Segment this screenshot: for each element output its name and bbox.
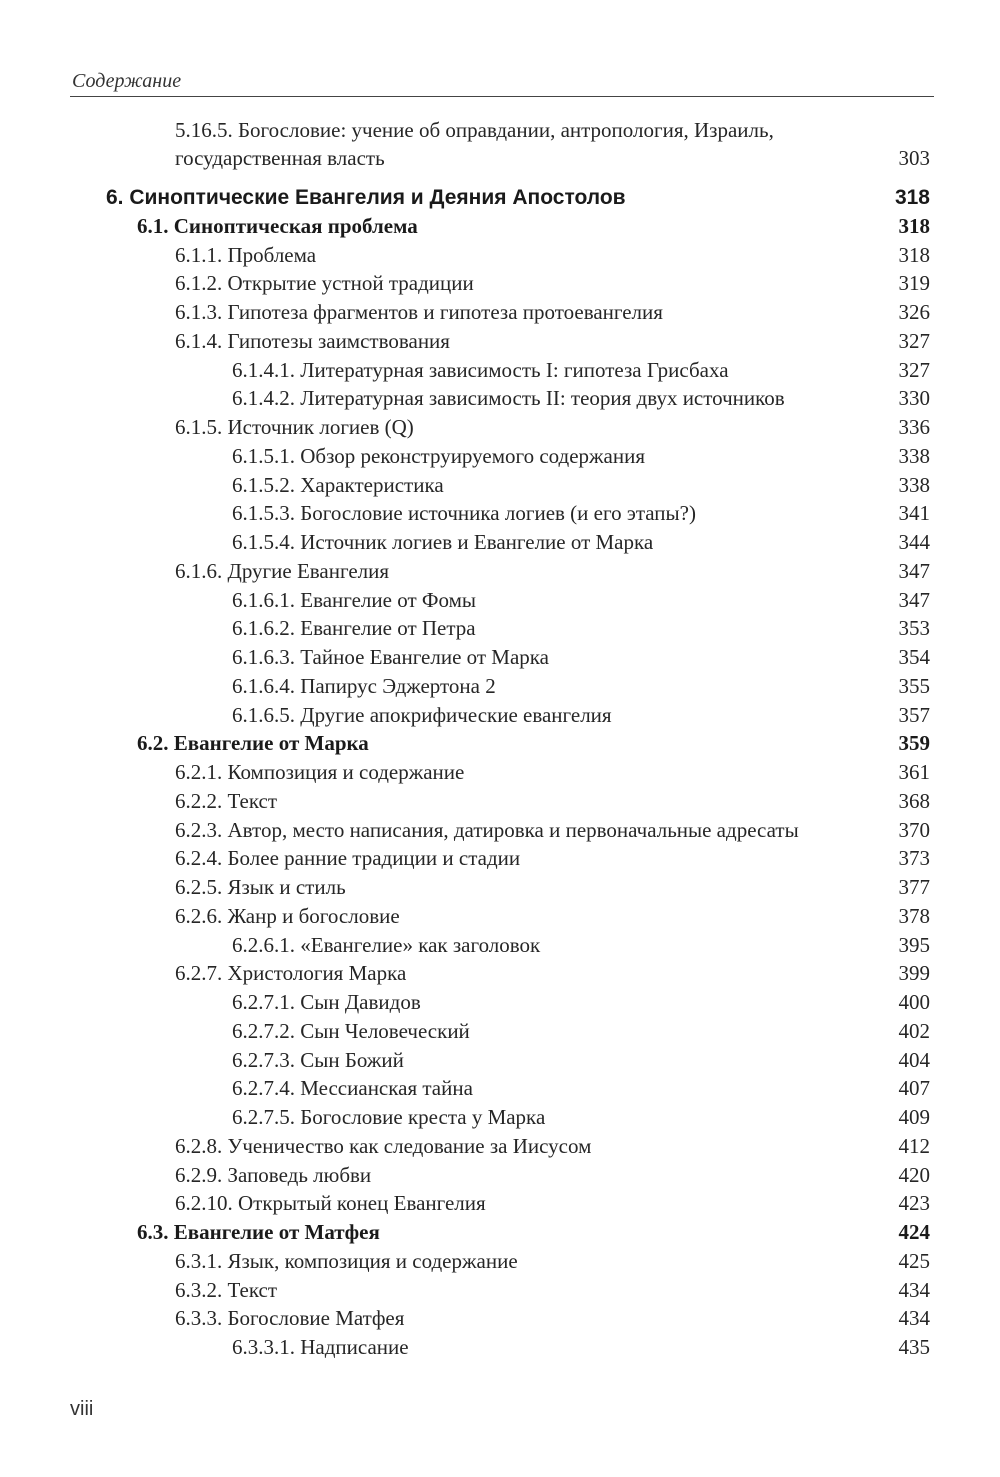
toc-entry-page: 400 xyxy=(898,990,930,1014)
toc-entry-title: 6.2.7.1. Сын Давидов xyxy=(232,990,421,1014)
toc-entry-page: 357 xyxy=(898,702,930,727)
toc-entry[interactable] xyxy=(0,1189,1000,1218)
toc-entry[interactable] xyxy=(0,557,1000,586)
toc-entry[interactable] xyxy=(0,241,1000,270)
toc-entry-page: 435 xyxy=(898,1335,930,1359)
toc-entry-title: 6.1.6.4. Папирус Эджертона 2 xyxy=(232,673,496,698)
toc-entry[interactable] xyxy=(0,586,1000,615)
toc-entry-title: 6.1. Синоптическая проблема xyxy=(137,213,418,238)
toc-entry-title: 6.1.5.4. Источник логиев и Евангелие от Марка xyxy=(232,530,654,554)
toc-entry-page: 424 xyxy=(898,1220,930,1244)
toc-entry-title: 6.1.1. Проблема xyxy=(175,242,317,267)
toc-entry-page: 420 xyxy=(898,1162,930,1187)
toc-entry[interactable] xyxy=(0,1132,1000,1161)
toc-entry-page: 347 xyxy=(898,558,930,583)
toc-entry[interactable] xyxy=(0,356,1000,385)
toc-entry[interactable] xyxy=(0,873,1000,902)
toc-entry-title: 6.2.10. Открытый конец Евангелия xyxy=(175,1191,486,1216)
toc-entry-page: 434 xyxy=(898,1306,930,1331)
toc-entry-title: 6.1.6. Другие Евангелия xyxy=(175,558,390,583)
toc-entry-title: 6.2.9. Заповедь любви xyxy=(175,1162,372,1187)
toc-entry-title: 6.2.7.4. Мессианская тайна xyxy=(232,1076,473,1101)
toc-entry[interactable] xyxy=(0,844,1000,873)
toc-entry[interactable] xyxy=(0,1304,1000,1333)
page-folio: viii xyxy=(70,1398,94,1420)
toc-entry-page: 338 xyxy=(898,472,930,497)
toc-entry[interactable] xyxy=(0,988,1000,1017)
toc-entry-page: 368 xyxy=(898,788,930,813)
toc-entry[interactable] xyxy=(0,269,1000,298)
toc-entry-page: 377 xyxy=(898,875,930,899)
toc-entry-page: 409 xyxy=(898,1105,930,1129)
toc-entry[interactable] xyxy=(0,298,1000,327)
toc-entry-page: 318 xyxy=(898,213,930,238)
toc-entry-title: 6.1.5. Источник логиев (Q) xyxy=(175,415,414,439)
toc-entry[interactable] xyxy=(0,758,1000,787)
toc-entry-title: 6.3.1. Язык, композиция и содержание xyxy=(175,1248,518,1273)
toc-entry[interactable] xyxy=(0,1046,1000,1075)
toc-entry-title: 6.1.5.1. Обзор реконструируемого содержания xyxy=(232,443,646,468)
toc-entry-title: 6.2.6.1. «Евангелие» как заголовок xyxy=(232,932,541,957)
toc-entry[interactable] xyxy=(0,1276,1000,1305)
toc-entry-title: 6.3.3. Богословие Матфея xyxy=(175,1306,405,1331)
toc-entry-title: 6.2.6. Жанр и богословие xyxy=(175,903,400,928)
toc-entry-title: 6.2.7.5. Богословие креста у Марка xyxy=(232,1105,546,1129)
toc-entry-page: 319 xyxy=(898,271,930,296)
toc-entry[interactable] xyxy=(0,787,1000,816)
toc-entry-page: 326 xyxy=(898,300,930,324)
toc-entry-page: 336 xyxy=(898,415,930,439)
toc-entry-title: 6.3.3.1. Надписание xyxy=(232,1335,409,1359)
toc-entry-page: 344 xyxy=(898,530,930,554)
toc-entry-title: 6.2.5. Язык и стиль xyxy=(175,875,346,899)
toc-entry[interactable] xyxy=(0,528,1000,557)
toc-entry-page: 423 xyxy=(898,1191,930,1216)
toc-entry-page: 407 xyxy=(898,1076,930,1101)
toc-entry[interactable] xyxy=(0,1103,1000,1132)
toc-entry-5-16-5[interactable] xyxy=(0,144,1000,173)
toc-entry-page: 373 xyxy=(898,846,930,871)
toc-entry[interactable] xyxy=(0,931,1000,960)
toc-entry-title: 6.2.7. Христология Марка xyxy=(175,961,407,986)
toc-entry-title: 6.1.4.1. Литературная зависимость I: гипотеза Грисбаха xyxy=(232,357,729,382)
toc-entry-title: 6.1.4. Гипотезы заимствования xyxy=(175,328,450,353)
toc-entry[interactable] xyxy=(0,701,1000,730)
toc-entry[interactable] xyxy=(0,413,1000,442)
toc-entry-title: 6.1.2. Открытие устной традиции xyxy=(175,271,474,296)
toc-entry-page: 338 xyxy=(898,443,930,468)
toc-entry-page: 347 xyxy=(898,587,930,612)
toc-entry-page: 327 xyxy=(898,328,930,353)
toc-entry-page: 412 xyxy=(898,1133,930,1158)
toc-entry-title: 6.1.6.3. Тайное Евангелие от Марка xyxy=(232,645,549,669)
toc-entry-page: 425 xyxy=(898,1248,930,1273)
toc-entry[interactable] xyxy=(0,1074,1000,1103)
toc-entry-title: 6.3. Евангелие от Матфея xyxy=(137,1220,380,1244)
toc-entry-title: 6.1.6.5. Другие апокрифические евангелия xyxy=(232,702,612,727)
toc-entry-page: 399 xyxy=(898,961,930,986)
toc-entry-title: 6.2.1. Композиция и содержание xyxy=(175,760,465,784)
toc-entry-title: 6.2.7.2. Сын Человеческий xyxy=(232,1018,470,1043)
header-rule xyxy=(70,96,934,97)
running-head: Содержание xyxy=(72,70,182,92)
toc-entry[interactable] xyxy=(0,1017,1000,1046)
toc-entry-page: 361 xyxy=(898,760,930,784)
toc-entry[interactable] xyxy=(0,471,1000,500)
toc-entry-page: 354 xyxy=(898,645,930,669)
toc-entry[interactable] xyxy=(0,729,1000,758)
toc-entry-page: 370 xyxy=(898,817,930,842)
toc-entry-title: 6.1.4.2. Литературная зависимость II: теория двух источников xyxy=(232,386,785,411)
toc-entry[interactable] xyxy=(0,1161,1000,1190)
toc-entry-title: 6.1.6.1. Евангелие от Фомы xyxy=(232,587,476,612)
toc-entry-page: 355 xyxy=(898,673,930,698)
toc-entry[interactable] xyxy=(0,1247,1000,1276)
toc-entry[interactable] xyxy=(0,499,1000,528)
toc-entry[interactable] xyxy=(0,902,1000,931)
toc-entry-title: 6.2. Евангелие от Марка xyxy=(137,731,369,756)
toc-entry-page: 359 xyxy=(898,731,930,756)
toc-entry[interactable] xyxy=(0,212,1000,241)
toc-entry[interactable] xyxy=(0,1333,1000,1362)
toc-entry-title: 6.1.5.3. Богословие источника логиев (и его этапы?) xyxy=(232,501,696,526)
toc-entry[interactable] xyxy=(0,643,1000,672)
toc-entry-title: 6.2.4. Более ранние традиции и стадии xyxy=(175,846,521,871)
toc-entry[interactable] xyxy=(0,442,1000,471)
toc-entry-5-16-5-line1: 5.16.5. Богословие: учение об оправдании, антропология, Израиль, xyxy=(175,118,774,142)
toc-entry-title: 6.1.3. Гипотеза фрагментов и гипотеза протоевангелия xyxy=(175,300,663,324)
toc-entry-title: 6. Синоптические Евангелия и Деяния Апостолов xyxy=(106,186,626,209)
toc-entry[interactable] xyxy=(0,327,1000,356)
toc-entry-page: 327 xyxy=(898,357,930,382)
toc-entry[interactable] xyxy=(0,183,1000,212)
toc-entry-page: 303 xyxy=(898,146,930,170)
toc-entry-page: 318 xyxy=(894,186,930,209)
toc-entry-page: 353 xyxy=(898,616,930,641)
toc-entry[interactable] xyxy=(0,614,1000,643)
toc-entry[interactable] xyxy=(0,1218,1000,1247)
toc-entry-page: 404 xyxy=(898,1047,930,1072)
toc-entry-page: 318 xyxy=(898,242,930,267)
toc-entry[interactable] xyxy=(0,959,1000,988)
toc-entry-title: 6.1.5.2. Характеристика xyxy=(232,472,444,497)
toc-entry-title: 6.2.3. Автор, место написания, датировка и первоначальные адресаты xyxy=(175,817,799,842)
toc-entry-page: 341 xyxy=(898,501,930,526)
toc-entry-title: государственная власть xyxy=(175,146,385,170)
toc-entry[interactable] xyxy=(0,384,1000,413)
toc-entry-title: 6.3.2. Текст xyxy=(175,1277,278,1302)
toc-entry[interactable] xyxy=(0,672,1000,701)
toc-entry-page: 434 xyxy=(898,1277,930,1302)
toc-entry-title: 6.2.2. Текст xyxy=(175,788,278,813)
toc-entry-title: 6.2.7.3. Сын Божий xyxy=(232,1047,404,1072)
toc-entry-page: 330 xyxy=(898,386,930,411)
toc-entry[interactable] xyxy=(0,816,1000,845)
toc-entry-page: 402 xyxy=(898,1018,930,1043)
toc-entry-title: 6.1.6.2. Евангелие от Петра xyxy=(232,616,476,641)
toc-entry-page: 395 xyxy=(898,932,930,957)
toc-entry-page: 378 xyxy=(898,903,930,928)
toc-entry-title: 6.2.8. Ученичество как следование за Иисусом xyxy=(175,1133,592,1158)
